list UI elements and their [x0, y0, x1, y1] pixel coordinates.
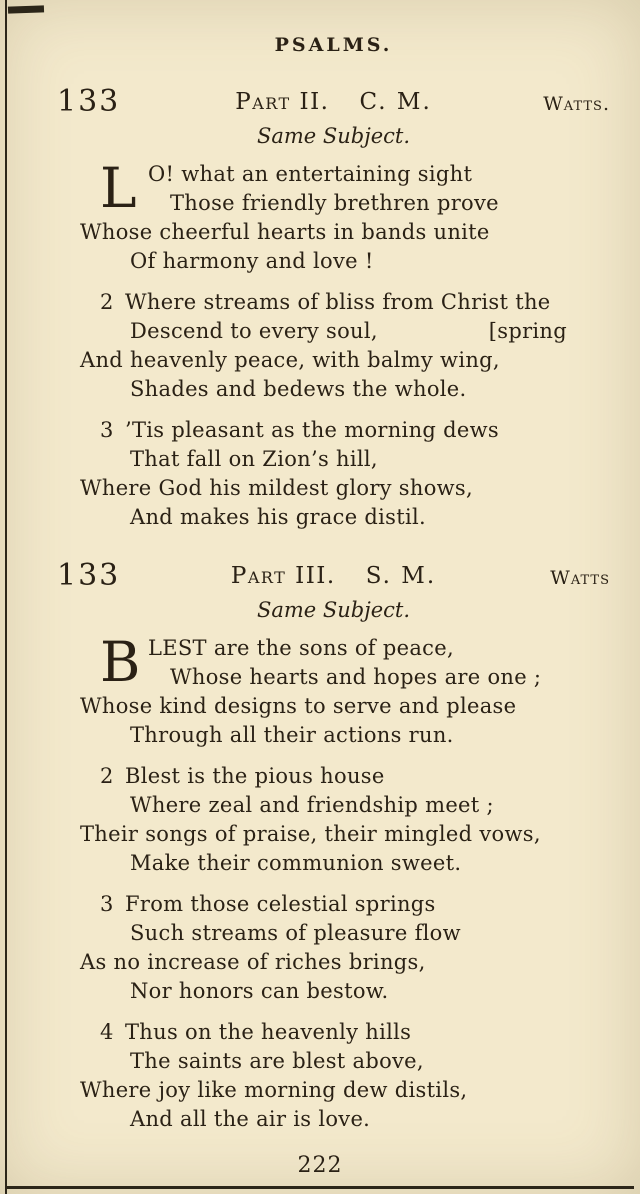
verse [80, 288, 587, 404]
verse-list [55, 150, 612, 532]
verse-line [148, 160, 587, 189]
hymn-author: Watts. [543, 93, 610, 115]
verse-line-text: Of harmony and love ! [130, 249, 374, 273]
verse-line [130, 503, 587, 532]
verse [80, 156, 587, 276]
page-number: 222 [297, 1153, 343, 1178]
verse [80, 630, 587, 750]
verse-line-text: The saints are blest above, [130, 1049, 424, 1073]
verse-line-text: Make their communion sweet. [130, 851, 462, 875]
verse [80, 1018, 587, 1134]
verse-number: 2 [100, 764, 114, 788]
verse-line [130, 317, 567, 346]
verse-line-text: And heavenly peace, with balmy wing, [80, 348, 500, 372]
verse-line [130, 977, 587, 1006]
verse-line [80, 218, 587, 247]
verse-line-text: Their songs of praise, their mingled vows, [80, 822, 541, 846]
corner-ink-mark [8, 5, 44, 13]
verse-line [130, 1047, 587, 1076]
verse-line-text: Where zeal and friendship meet ; [130, 793, 494, 817]
verse-line [130, 1105, 587, 1134]
hymn-part-label: Part II. [235, 89, 330, 115]
verse-line-text: Descend to every soul, [130, 319, 378, 343]
hymn-author: Watts [550, 567, 610, 589]
verse-line-text: Through all their actions run. [130, 723, 454, 747]
verse-line [80, 820, 587, 849]
verse-number: 4 [100, 1020, 114, 1044]
verse-line-text: O! what an entertaining sight [148, 162, 473, 186]
verse-line [130, 445, 587, 474]
verse-line-text: ’Tis pleasant as the morning dews [125, 418, 499, 442]
verse-line [130, 721, 587, 750]
verse-line-text: Those friendly brethren prove [170, 191, 499, 215]
verse-line-text: That fall on Zion’s hill, [130, 447, 378, 471]
verse-list [55, 624, 612, 1134]
drop-cap-letter: B [100, 630, 141, 694]
verse [80, 890, 587, 1006]
verse-line [100, 1018, 587, 1047]
verse-line-text: Where God his mildest glory shows, [80, 476, 473, 500]
verse-line-text: And makes his grace distil. [130, 505, 426, 529]
verse-line [100, 762, 587, 791]
verse-line [148, 634, 587, 663]
verse-line [80, 692, 587, 721]
hymn-part-meter [55, 84, 612, 115]
verse-line [100, 890, 587, 919]
verse-line-text: Nor honors can bestow. [130, 979, 389, 1003]
verse-line [80, 948, 587, 977]
hymn-subtitle: Same Subject. [256, 124, 411, 148]
hymn-part-meter [55, 558, 612, 589]
verse-line-text: Where joy like morning dew distils, [80, 1078, 468, 1102]
verse [80, 762, 587, 878]
verse-line-text: Shades and bedews the whole. [130, 377, 467, 401]
verse-line [130, 791, 587, 820]
verse [80, 416, 587, 532]
hymn-list [55, 84, 612, 1134]
verse-number: 2 [100, 290, 114, 314]
hymn-heading [55, 558, 612, 598]
page-edge-line [5, 0, 7, 1194]
verse-line [80, 346, 587, 375]
verse-number: 3 [100, 892, 114, 916]
verse-line-text: Such streams of pleasure flow [130, 921, 461, 945]
verse-line-text: Thus on the heavenly hills [125, 1020, 412, 1044]
verse-line-text: Where streams of bliss from Christ the [125, 290, 551, 314]
hymn-section [55, 84, 612, 532]
verse-line [100, 288, 587, 317]
verse-line [130, 919, 587, 948]
verse-line [80, 1076, 587, 1105]
hymn-subtitle: Same Subject. [256, 598, 411, 622]
verse-number: 3 [100, 418, 114, 442]
hymn-number: 133 [57, 84, 121, 119]
running-head: PSALMS. [274, 34, 393, 56]
verse-line-text: LEST are the sons of peace, [148, 636, 454, 660]
verse-line-text: Whose kind designs to serve and please [80, 694, 517, 718]
verse-line-text: Blest is the pious house [125, 764, 385, 788]
verse-line [170, 189, 587, 218]
verse-line [100, 416, 587, 445]
hymn-meter-label: S. M. [365, 563, 437, 589]
verse-line [80, 474, 587, 503]
verse-line-text: Whose hearts and hopes are one ; [170, 665, 542, 689]
drop-cap-letter: L [100, 156, 137, 220]
verse-line [130, 247, 587, 276]
hymn-number: 133 [57, 558, 121, 593]
hymn-section [55, 558, 612, 1134]
verse-line [130, 849, 587, 878]
verse-line-text: From those celestial springs [125, 892, 436, 916]
verse-line [170, 663, 587, 692]
verse-line-text: And all the air is love. [130, 1107, 371, 1131]
verse-line-text: Whose cheerful hearts in bands unite [80, 220, 490, 244]
hymn-meter-label: C. M. [359, 89, 432, 115]
verse-line-text: As no increase of riches brings, [80, 950, 426, 974]
hymn-part-label: Part III. [230, 563, 336, 589]
bottom-rule [6, 1186, 634, 1189]
catchword: [spring [488, 319, 567, 343]
verse-line [130, 375, 587, 404]
hymn-heading [55, 84, 612, 124]
